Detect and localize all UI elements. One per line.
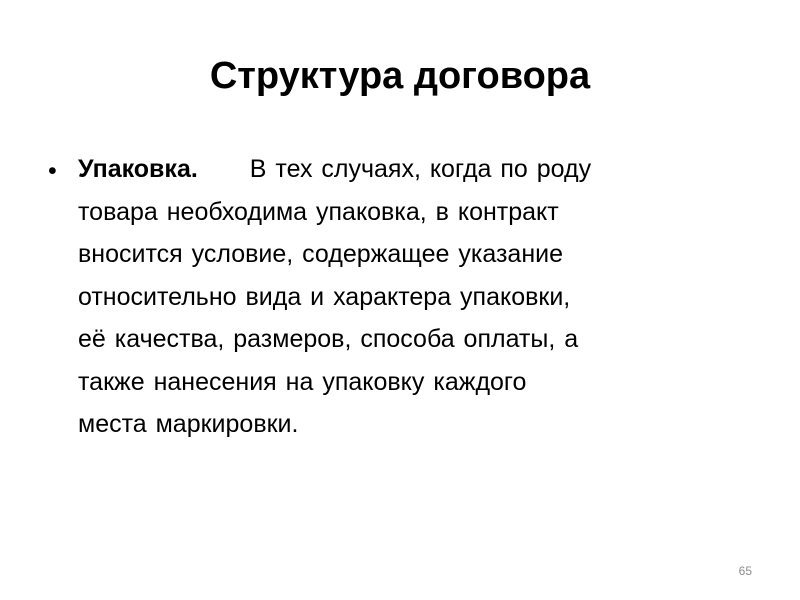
bullet-lead-term: Упаковка. — [78, 155, 198, 183]
bullet-line: места маркировки. — [78, 410, 299, 438]
bullet-line: товара необходима упаковка, в контракт — [78, 197, 559, 226]
bullet-line: её качества, размеров, способа оплаты, а — [78, 325, 579, 353]
bullet-line: также нанесения на упаковку каждого — [78, 367, 527, 396]
page-number: 65 — [738, 564, 752, 578]
bullet-line-text: В тех случаях, когда по роду — [249, 155, 592, 183]
slide-title: Структура договора — [209, 55, 591, 97]
bullet-line: вносится условие, содержащее указание — [78, 240, 563, 268]
bullet-text — [78, 150, 768, 448]
bullet-line — [78, 150, 768, 193]
bullet-marker: • — [48, 157, 57, 185]
bullet-line: относительно вида и характера упаковки, — [78, 282, 571, 311]
